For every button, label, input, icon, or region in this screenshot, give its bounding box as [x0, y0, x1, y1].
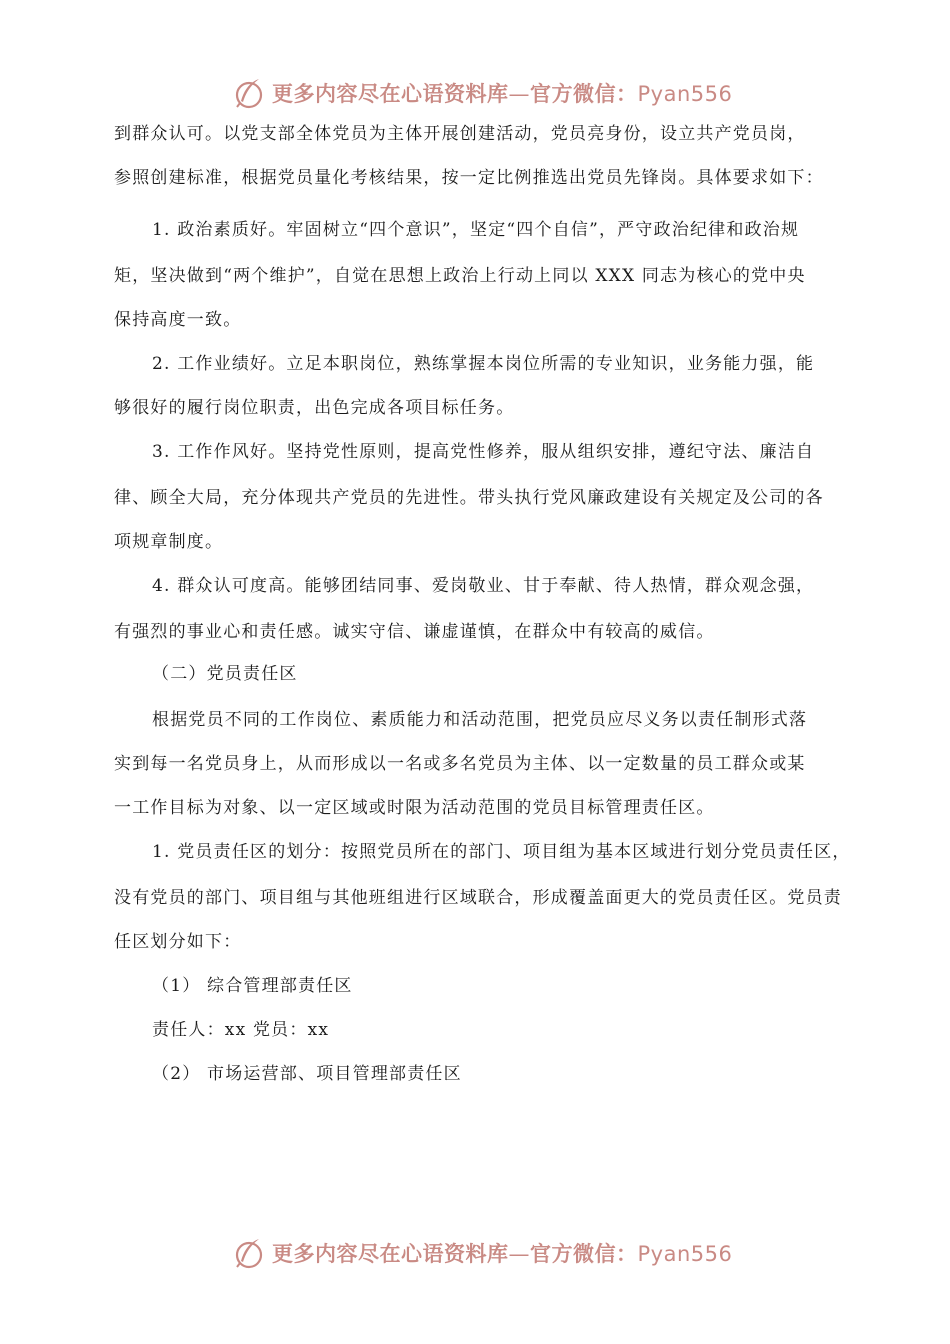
paragraph-line: 一工作目标为对象、以一定区域或时限为活动范围的党员目标管理责任区。: [114, 798, 715, 818]
paragraph-line: 项规章制度。: [114, 532, 224, 552]
paragraph-line: 矩，坚决做到“两个维护”，自觉在思想上政治上行动上同以 XXX 同志为核心的党中央: [114, 266, 806, 286]
watermark-separator: —: [508, 82, 530, 106]
paragraph-line: 4. 群众认可度高。能够团结同事、爱岗敬业、甘于奉献、待人热情，群众观念强，: [152, 576, 815, 596]
watermark-wechat-id: Pyan556: [637, 1242, 733, 1266]
list-item-people: 责任人：xx 党员：xx: [152, 1020, 330, 1040]
watermark-bold-text: 更多内容尽在心语资料库: [272, 82, 509, 106]
watermark-text: [272, 1238, 732, 1268]
paragraph-line: 保持高度一致。: [114, 310, 242, 330]
paragraph-line: 2. 工作业绩好。立足本职岗位，熟练掌握本岗位所需的专业知识，业务能力强，能: [152, 354, 815, 374]
paragraph-line: 1. 党员责任区的划分：按照党员所在的部门、项目组为基本区域进行划分党员责任区，: [152, 842, 851, 862]
paragraph-line: 够很好的履行岗位职责，出色完成各项目标任务。: [114, 398, 515, 418]
paragraph-line: 参照创建标准，根据党员量化考核结果，按一定比例推选出党员先锋岗。具体要求如下：: [114, 168, 824, 188]
paragraph-line: 1. 政治素质好。牢固树立“四个意识”，坚定“四个自信”，严守政治纪律和政治规: [152, 220, 800, 240]
list-item: （1） 综合管理部责任区: [152, 976, 353, 996]
watermark-official-text: 官方微信：: [530, 82, 638, 106]
watermark-wechat-id: Pyan556: [637, 82, 733, 106]
feather-pen-logo-icon: [232, 1236, 266, 1270]
paragraph-line: 没有党员的部门、项目组与其他班组进行区域联合，形成覆盖面更大的党员责任区。党员责: [114, 888, 842, 908]
list-item: （2） 市场运营部、项目管理部责任区: [152, 1064, 462, 1084]
watermark-text: [272, 78, 732, 108]
paragraph-line: 任区划分如下：: [114, 932, 242, 952]
watermark-official-text: 官方微信：: [530, 1242, 638, 1266]
paragraph-line: 到群众认可。以党支部全体党员为主体开展创建活动，党员亮身份，设立共产党员岗，: [114, 124, 806, 144]
watermark-bold-text: 更多内容尽在心语资料库: [272, 1242, 509, 1266]
feather-pen-logo-icon: [232, 76, 266, 110]
paragraph-line: 律、顾全大局，充分体现共产党员的先进性。带头执行党风廉政建设有关规定及公司的各: [114, 488, 824, 508]
watermark-header: [232, 75, 732, 111]
watermark-separator: —: [508, 1242, 530, 1266]
paragraph-line: 实到每一名党员身上，从而形成以一名或多名党员为主体、以一定数量的员工群众或某: [114, 754, 806, 774]
watermark-footer: [232, 1235, 732, 1271]
paragraph-line: 3. 工作作风好。坚持党性原则，提高党性修养，服从组织安排，遵纪守法、廉洁自: [152, 442, 815, 462]
paragraph-line: 根据党员不同的工作岗位、素质能力和活动范围，把党员应尽义务以责任制形式落: [152, 710, 808, 730]
section-heading: （二）党员责任区: [152, 664, 298, 684]
paragraph-line: 有强烈的事业心和责任感。诚实守信、谦虚谨慎，在群众中有较高的威信。: [114, 622, 715, 642]
